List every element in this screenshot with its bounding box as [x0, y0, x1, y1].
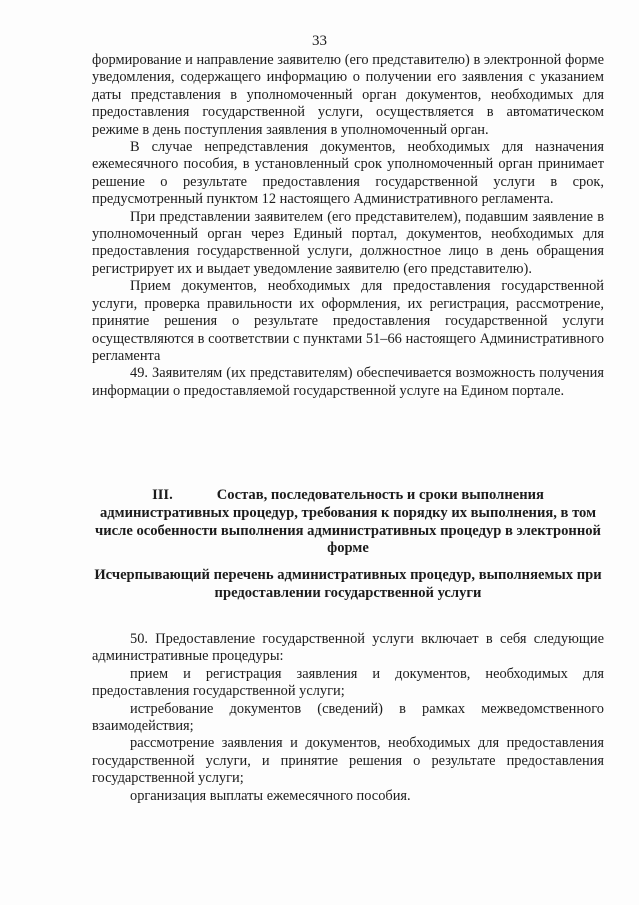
section-heading	[92, 487, 604, 558]
section-heading-line1	[92, 487, 604, 505]
section-title-line1: Состав, последовательность и сроки выполнения	[216, 487, 544, 503]
procedure-item-3: рассмотрение заявления и документов, необходимых для предоставления государственной услуги, и принятие решения о результате предоставления государственной услуги;	[92, 735, 604, 787]
procedure-item-1: прием и регистрация заявления и документов, необходимых для предоставления государственной услуги;	[92, 665, 604, 700]
subheading: Исчерпывающий перечень административных процедур, выполняемых при предоставлении государственной услуги	[94, 567, 602, 601]
paragraph-50: 50. Предоставление государственной услуги включает в себя следующие административные процедуры:	[92, 631, 604, 665]
paragraph-nonsubmission: В случае непредставления документов, необходимых для назначения ежемесячного пособия, в установленный срок уполномоченный орган принимает решение о результате предоставления государственной услуги в срок, предусмотренный пунктом 12 настоящего Административного регламента.	[92, 139, 604, 208]
section-title-rest: административных процедур, требования к порядку их выполнения, в том числе особенности выполнения административных процедур в электронной форме	[95, 504, 601, 557]
top-text-block	[92, 52, 604, 400]
bottom-text-block	[92, 631, 604, 805]
procedure-item-2: истребование документов (сведений) в рамках межведомственного взаимодействия;	[92, 700, 604, 735]
paragraph-portal-submission: При представлении заявителем (его представителем), подавшим заявление в уполномоченный орган через Единый портал, документов, необходимых для предоставления государственной услуги, должностное лицо в день обращения регистрирует их и выдает уведомление заявителю (его представителю).	[92, 208, 604, 277]
paragraph-continuation: формирование и направление заявителю (его представителю) в электронной форме уведомления, содержащего информацию о получении его заявления с указанием даты представления в уполномоченный орган документов, необходимых для предоставления государственной услуги, осуществляется в автоматическом режиме в день поступления заявления в уполномоченный орган.	[92, 52, 604, 138]
paragraph-49: 49. Заявителям (их представителям) обеспечивается возможность получения информации о предоставляемой государственной услуге на Едином портале.	[92, 365, 604, 399]
page-number: 33	[312, 33, 327, 49]
section-number: III.	[152, 487, 173, 503]
paragraph-document-intake: Прием документов, необходимых для предоставления государственной услуги, проверка правильности их оформления, их регистрация, рассмотрение, принятие решения о результате предоставления государственной услуги осуществляются в соответствии с пунктами 51–66 настоящего Административного регламента	[92, 278, 604, 364]
procedure-item-4: организация выплаты ежемесячного пособия.	[130, 787, 411, 804]
